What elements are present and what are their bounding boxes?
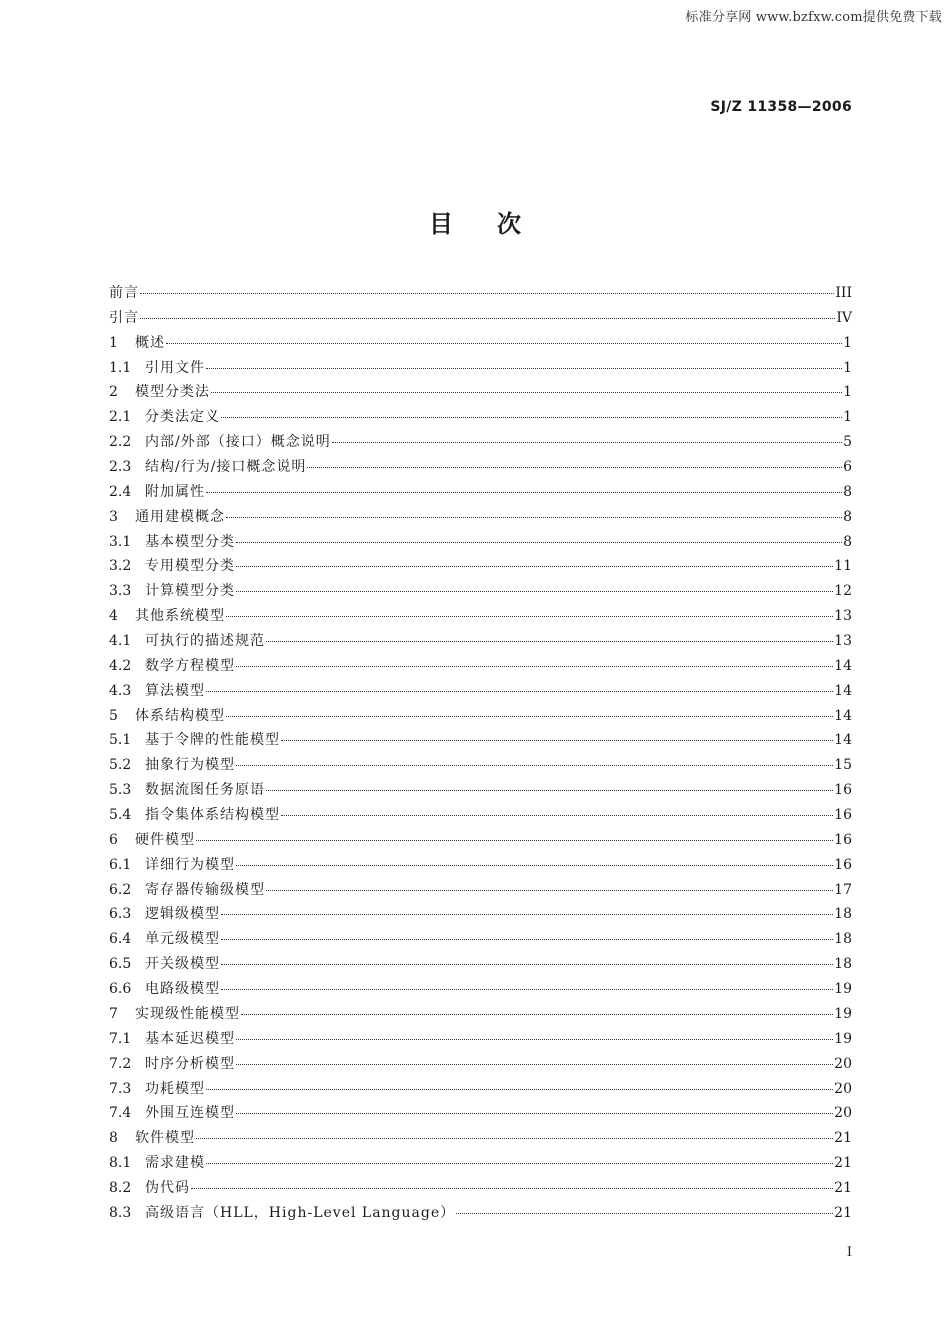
toc-entry-number: 2 <box>109 384 118 401</box>
toc-entry-page: 13 <box>834 633 852 650</box>
toc-entry-page: 21 <box>834 1130 852 1147</box>
toc-entry-page: 14 <box>834 732 852 749</box>
toc-entry-number: 4.1 <box>109 633 132 650</box>
page-title: 目次 <box>429 209 565 238</box>
toc-entry-label: 引言 <box>109 309 139 326</box>
toc-entry-page: 11 <box>834 558 852 575</box>
toc-entry-number: 7.3 <box>109 1080 132 1097</box>
toc-entry-number: 6.2 <box>109 881 132 898</box>
toc-dot-leader <box>266 790 833 791</box>
toc-dot-leader <box>221 914 833 915</box>
toc-entry-number: 5 <box>109 707 118 724</box>
toc-entry-label: 实现级性能模型 <box>135 1005 240 1022</box>
toc-entry-page: 12 <box>834 583 852 600</box>
toc-entry-page: 1 <box>843 359 852 376</box>
toc-entry-number: 6.3 <box>109 906 132 923</box>
toc-entry[interactable] <box>109 1027 852 1052</box>
toc-entry[interactable] <box>109 1002 852 1027</box>
toc-entry-page: 18 <box>834 906 852 923</box>
toc-entry-page: 18 <box>834 956 852 973</box>
toc-entry-number: 8.1 <box>109 1155 132 1172</box>
toc-dot-leader <box>226 716 833 717</box>
toc-entry-label: 指令集体系结构模型 <box>145 807 280 824</box>
toc-entry-label: 逻辑级模型 <box>145 906 220 923</box>
toc-dot-leader <box>196 1138 833 1139</box>
toc-entry-page: 18 <box>834 931 852 948</box>
toc-entry[interactable] <box>109 902 852 927</box>
toc-entry-number: 3.3 <box>109 583 132 600</box>
toc-dot-leader <box>211 392 842 393</box>
toc-entry[interactable] <box>109 1176 852 1201</box>
toc-entry[interactable] <box>109 1101 852 1126</box>
toc-entry-number: 2.4 <box>109 483 132 500</box>
toc-entry-number: 6.5 <box>109 956 132 973</box>
toc-dot-leader <box>206 691 833 692</box>
toc-dot-leader <box>206 492 842 493</box>
toc-entry-label: 外围互连模型 <box>145 1105 235 1122</box>
toc-entry-label: 开关级模型 <box>145 956 220 973</box>
toc-entry-page: 21 <box>834 1155 852 1172</box>
toc-entry-page: IV <box>836 309 852 326</box>
toc-entry[interactable] <box>109 1052 852 1077</box>
toc-entry-page: 16 <box>834 831 852 848</box>
toc-entry-number: 5.4 <box>109 807 132 824</box>
toc-entry-number: 3.2 <box>109 558 132 575</box>
toc-dot-leader <box>281 815 833 816</box>
toc-entry-page: 8 <box>843 483 852 500</box>
toc-dot-leader <box>307 467 842 468</box>
toc-entry[interactable] <box>109 281 852 306</box>
toc-entry-page: 19 <box>834 1030 852 1047</box>
toc-entry-page: 14 <box>834 682 852 699</box>
toc-dot-leader <box>266 890 833 891</box>
toc-entry[interactable] <box>109 480 852 505</box>
toc-entry-page: 20 <box>834 1055 852 1072</box>
toc-entry[interactable] <box>109 728 852 753</box>
toc-entry[interactable] <box>109 554 852 579</box>
toc-dot-leader <box>236 566 833 567</box>
toc-entry[interactable] <box>109 430 852 455</box>
toc-entry-label: 专用模型分类 <box>145 558 235 575</box>
toc-entry-number: 4 <box>109 608 118 625</box>
toc-dot-leader <box>266 641 833 642</box>
watermark-text: 标准分享网 www.bzfxw.com提供免费下载 <box>685 10 942 25</box>
toc-entry[interactable] <box>109 927 852 952</box>
toc-entry[interactable] <box>109 878 852 903</box>
toc-entry-number: 6.4 <box>109 931 132 948</box>
toc-entry-number: 6 <box>109 831 118 848</box>
toc-entry-label: 需求建模 <box>145 1155 205 1172</box>
toc-entry[interactable] <box>109 1077 852 1102</box>
toc-entry-number: 8.2 <box>109 1179 132 1196</box>
toc-entry-number: 7 <box>109 1005 118 1022</box>
toc-entry-page: 17 <box>834 881 852 898</box>
toc-entry[interactable] <box>109 306 852 331</box>
toc-entry-label: 基于令牌的性能模型 <box>145 732 280 749</box>
toc-entry-label: 时序分析模型 <box>145 1055 235 1072</box>
toc-dot-leader <box>221 417 842 418</box>
toc-entry-label: 寄存器传输级模型 <box>145 881 265 898</box>
toc-entry-label: 功耗模型 <box>145 1080 205 1097</box>
toc-dot-leader <box>456 1213 833 1214</box>
toc-entry-label: 分类法定义 <box>145 409 220 426</box>
toc-dot-leader <box>236 1039 833 1040</box>
toc-entry-label: 附加属性 <box>145 483 205 500</box>
toc-entry-number: 2.3 <box>109 459 132 476</box>
toc-entry[interactable] <box>109 977 852 1002</box>
toc-entry[interactable] <box>109 654 852 679</box>
toc-entry-number: 5.1 <box>109 732 132 749</box>
toc-entry-number: 5.3 <box>109 782 132 799</box>
toc-dot-leader <box>236 591 833 592</box>
toc-entry-label: 基本延迟模型 <box>145 1030 235 1047</box>
toc-entry-page: 14 <box>834 657 852 674</box>
toc-entry[interactable] <box>109 679 852 704</box>
toc-entry-label: 其他系统模型 <box>135 608 225 625</box>
toc-entry-page: 6 <box>843 459 852 476</box>
toc-entry[interactable] <box>109 629 852 654</box>
toc-entry-label: 前言 <box>109 285 139 301</box>
toc-dot-leader <box>236 666 833 667</box>
toc-entry-label: 硬件模型 <box>135 831 195 848</box>
toc-entry-number: 8.3 <box>109 1204 132 1221</box>
toc-entry-number: 8 <box>109 1130 118 1147</box>
toc-dot-leader <box>196 840 833 841</box>
toc-entry-label: 电路级模型 <box>145 981 220 998</box>
toc-entry-label: 详细行为模型 <box>145 856 235 873</box>
toc-entry[interactable] <box>109 405 852 430</box>
toc-dot-leader <box>236 1064 833 1065</box>
toc-entry[interactable] <box>109 530 852 555</box>
toc-dot-leader <box>191 1188 833 1189</box>
toc-entry-page: 8 <box>843 508 852 525</box>
toc-entry[interactable] <box>109 604 852 629</box>
toc-entry[interactable] <box>109 778 852 803</box>
toc-entry[interactable] <box>109 1201 852 1226</box>
toc-dot-leader <box>166 343 842 344</box>
toc-dot-leader <box>332 442 842 443</box>
toc-dot-leader <box>221 989 833 990</box>
toc-dot-leader <box>206 1163 833 1164</box>
toc-entry[interactable] <box>109 356 852 381</box>
toc-dot-leader <box>226 616 833 617</box>
toc-entry-number: 1 <box>109 334 118 351</box>
toc-dot-leader <box>206 1089 833 1090</box>
toc-entry-label: 高级语言（HLL，High-Level Language） <box>145 1204 456 1221</box>
toc-dot-leader <box>236 765 833 766</box>
toc-entry-label: 抽象行为模型 <box>145 757 235 774</box>
toc-entry-number: 6.1 <box>109 856 132 873</box>
toc-entry-number: 3 <box>109 508 118 525</box>
toc-entry-label: 数据流图任务原语 <box>145 782 265 799</box>
toc-entry[interactable] <box>109 579 852 604</box>
toc-entry-page: 16 <box>834 807 852 824</box>
toc-entry-label: 伪代码 <box>145 1179 190 1196</box>
toc-entry-number: 2.2 <box>109 434 132 451</box>
toc-entry-page: 21 <box>834 1179 852 1196</box>
toc-entry-number: 4.3 <box>109 682 132 699</box>
toc-entry-label: 数学方程模型 <box>145 657 235 674</box>
toc-entry[interactable] <box>109 753 852 778</box>
toc-entry-page: III <box>835 285 852 301</box>
standard-code: SJ/Z 11358—2006 <box>710 99 852 115</box>
toc-entry-number: 7.4 <box>109 1105 132 1122</box>
toc-dot-leader <box>140 318 835 319</box>
table-of-contents <box>109 281 852 1226</box>
toc-entry[interactable] <box>109 828 852 853</box>
toc-dot-leader <box>236 865 833 866</box>
toc-entry-number: 6.6 <box>109 981 132 998</box>
toc-entry[interactable] <box>109 1126 852 1151</box>
toc-entry-label: 内部/外部（接口）概念说明 <box>145 434 331 451</box>
toc-entry-label: 算法模型 <box>145 682 205 699</box>
toc-entry-page: 1 <box>843 334 852 351</box>
toc-entry-number: 5.2 <box>109 757 132 774</box>
toc-entry-label: 可执行的描述规范 <box>145 633 265 650</box>
toc-entry[interactable] <box>109 803 852 828</box>
toc-entry-label: 结构/行为/接口概念说明 <box>145 459 307 476</box>
toc-entry-page: 21 <box>834 1204 852 1221</box>
toc-entry-label: 模型分类法 <box>135 384 210 401</box>
toc-entry-label: 引用文件 <box>145 359 205 376</box>
page-number: I <box>846 1245 852 1260</box>
toc-entry[interactable] <box>109 331 852 356</box>
toc-entry-page: 13 <box>834 608 852 625</box>
toc-dot-leader <box>221 964 833 965</box>
toc-entry-number: 7.2 <box>109 1055 132 1072</box>
toc-entry[interactable] <box>109 952 852 977</box>
toc-entry-label: 计算模型分类 <box>145 583 235 600</box>
toc-entry-page: 5 <box>843 434 852 451</box>
toc-dot-leader <box>236 1113 833 1114</box>
toc-entry-page: 20 <box>834 1105 852 1122</box>
toc-entry-page: 19 <box>834 981 852 998</box>
toc-entry-page: 20 <box>834 1080 852 1097</box>
toc-dot-leader <box>226 517 842 518</box>
toc-entry[interactable] <box>109 455 852 480</box>
toc-entry-number: 2.1 <box>109 409 132 426</box>
toc-entry[interactable] <box>109 704 852 729</box>
toc-entry[interactable] <box>109 853 852 878</box>
toc-entry-label: 软件模型 <box>135 1130 195 1147</box>
toc-dot-leader <box>221 939 833 940</box>
toc-entry-page: 16 <box>834 782 852 799</box>
toc-entry-page: 8 <box>843 533 852 550</box>
toc-entry-page: 15 <box>834 757 852 774</box>
toc-entry-label: 基本模型分类 <box>145 533 235 550</box>
toc-entry-page: 1 <box>843 409 852 426</box>
toc-entry[interactable] <box>109 505 852 530</box>
toc-entry-number: 1.1 <box>109 359 132 376</box>
toc-entry[interactable] <box>109 1151 852 1176</box>
toc-entry-label: 通用建模概念 <box>135 508 225 525</box>
toc-entry-page: 19 <box>834 1005 852 1022</box>
toc-entry-page: 1 <box>843 384 852 401</box>
toc-entry-label: 单元级模型 <box>145 931 220 948</box>
toc-entry-label: 概述 <box>135 334 165 351</box>
toc-entry-label: 体系结构模型 <box>135 707 225 724</box>
toc-entry-page: 14 <box>834 707 852 724</box>
toc-dot-leader <box>206 368 842 369</box>
toc-entry-page: 16 <box>834 856 852 873</box>
toc-entry-number: 7.1 <box>109 1030 132 1047</box>
toc-entry-number: 3.1 <box>109 533 132 550</box>
toc-entry[interactable] <box>109 380 852 405</box>
toc-entry-number: 4.2 <box>109 657 132 674</box>
toc-dot-leader <box>140 293 834 294</box>
toc-dot-leader <box>241 1014 833 1015</box>
toc-dot-leader <box>236 542 842 543</box>
toc-dot-leader <box>281 740 833 741</box>
